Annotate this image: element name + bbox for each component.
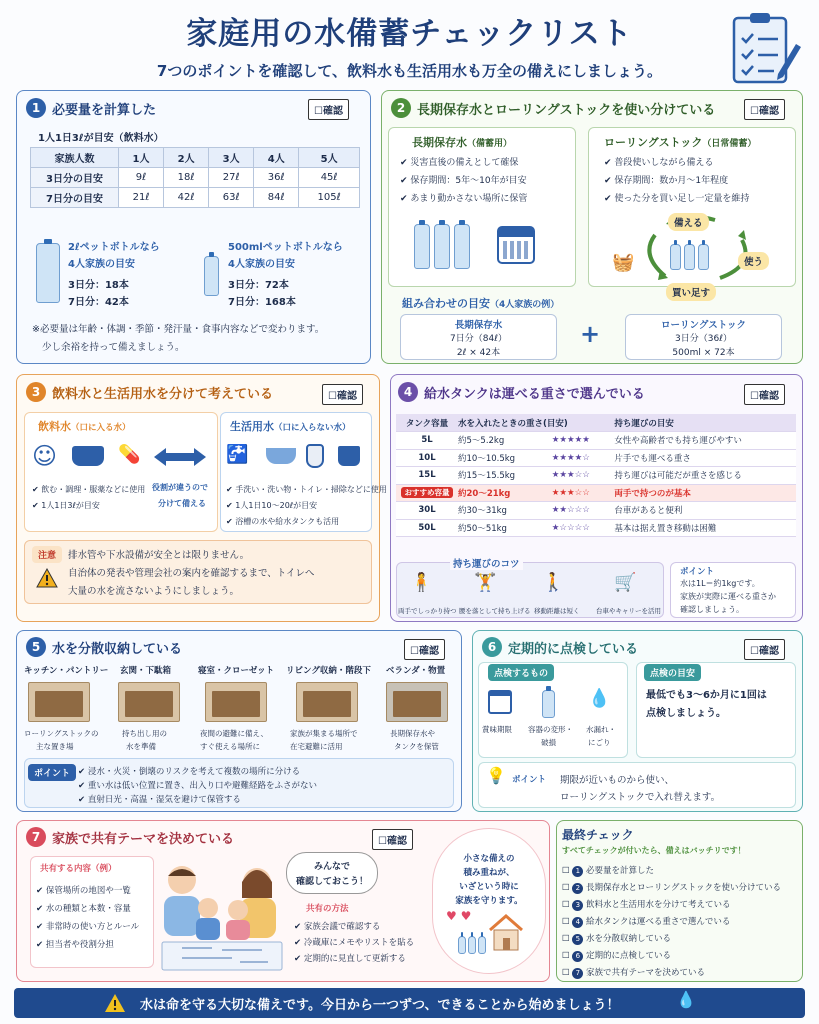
cycle-stock: 備える bbox=[668, 213, 709, 231]
small-bottle-icon bbox=[468, 936, 476, 954]
section-6-heading bbox=[482, 637, 638, 657]
inspect-item: 容器の変形・ bbox=[528, 725, 573, 734]
small-bottle-icon bbox=[478, 936, 486, 954]
2l-7day: 7日分：42本 bbox=[68, 297, 129, 308]
table-header: 3人 bbox=[209, 148, 254, 168]
combo-long-title: 長期保存水 bbox=[454, 320, 503, 331]
storage-point-item-text: 重い水は低い位置に置き、出入り口や避難経路をふさがない bbox=[87, 781, 317, 791]
separate-note-1: 役割が違うので bbox=[152, 483, 208, 492]
section-2-check-button[interactable]: ☐確認 bbox=[744, 99, 785, 120]
final-check-item-text: 定期的に点検している bbox=[586, 951, 672, 961]
table-cell: 45ℓ bbox=[299, 168, 360, 188]
final-check-item[interactable] bbox=[562, 915, 730, 928]
tank-stars: ★★★☆☆ bbox=[552, 467, 615, 485]
rolling-item: ✔ 普段使いしながら備える bbox=[604, 158, 714, 168]
place-desc-2: 水を準備 bbox=[126, 742, 156, 751]
life-water-item-text: 手洗い・洗い物・トイレ・掃除などに使用 bbox=[235, 485, 387, 494]
tank-note: 両手で持つのが基本 bbox=[614, 484, 796, 502]
share-method-item: ✔ 冷蔵庫にメモやリストを貼る bbox=[294, 938, 415, 948]
drink-water-item: ✔ 飲む・調理・服薬などに使用 bbox=[32, 485, 146, 494]
table-cell: 18ℓ bbox=[164, 168, 209, 188]
cycle-buy: 買い足す bbox=[666, 283, 716, 301]
storage-point-item-text: 直射日光・高温・湿気を避けて保管する bbox=[87, 795, 241, 805]
final-number-5: 5 bbox=[572, 934, 583, 945]
dish-icon bbox=[266, 448, 296, 464]
final-number-1: 1 bbox=[572, 866, 583, 877]
share-method-item: ✔ 定期的に見直して更新する bbox=[294, 954, 406, 964]
inspect-items-title: 点検するもの bbox=[488, 664, 554, 681]
container-icon bbox=[542, 690, 555, 718]
section-4-number: 4 bbox=[398, 382, 418, 402]
small-bottle-icon bbox=[684, 244, 695, 270]
rolling-item-text: 使った分を買い足し一定量を維持 bbox=[614, 194, 750, 204]
final-number-7: 7 bbox=[572, 968, 583, 979]
section-2-title: 長期保存水とローリングストックを使い分けている bbox=[417, 102, 716, 118]
table-header: 1人 bbox=[119, 148, 164, 168]
speech-line-2: 確認しておこう！ bbox=[295, 877, 368, 887]
page-title: 家庭用の水備蓄チェックリスト bbox=[186, 16, 633, 52]
section-3-check-button[interactable]: ☐確認 bbox=[322, 384, 363, 405]
table-row bbox=[396, 519, 796, 537]
carry-tip: 移動距離は短く bbox=[534, 607, 580, 615]
life-water-title bbox=[230, 418, 351, 434]
lightbulb-icon: 💡 bbox=[486, 766, 506, 785]
rolling-tag: （日常備蓄） bbox=[702, 139, 757, 149]
long-term-item-text: 災害直後の備えとして確保 bbox=[410, 158, 519, 168]
long-term-item: ✔ あまり動かさない場所に保管 bbox=[400, 194, 528, 204]
combo-rolling-title: ローリングストック bbox=[661, 320, 746, 331]
table-row bbox=[396, 449, 796, 467]
share-content-item: ✔ 水の種類と本数・容量 bbox=[36, 904, 131, 914]
2l-3day: 3日分：18本 bbox=[68, 280, 129, 291]
share-method-title: 共有の方法 bbox=[306, 904, 349, 914]
final-check-item-text: 給水タンクは運べる重さで選んでいる bbox=[586, 917, 731, 927]
place-desc-1: ローリングストックの bbox=[24, 729, 99, 738]
inspect-timing-line-1: 最低でも3〜6か月に1回は bbox=[646, 690, 767, 701]
tank-capacity: 15L bbox=[396, 467, 458, 485]
2l-bottle-icon bbox=[36, 243, 60, 303]
rolling-item: ✔ 使った分を買い足し一定量を維持 bbox=[604, 194, 750, 204]
rolling-item-text: 普段使いしながら備える bbox=[614, 158, 714, 168]
section-4-heading bbox=[398, 382, 645, 402]
long-term-item-text: 保存期間：5年〜10年が目安 bbox=[410, 176, 527, 186]
checkbox-icon[interactable]: ☐ bbox=[562, 968, 570, 978]
combo-rolling-line-2: 500ml × 72本 bbox=[672, 348, 735, 358]
small-bottle-icon bbox=[458, 936, 466, 954]
tank-capacity: 30L bbox=[396, 502, 458, 520]
place-name: キッチン・パントリー bbox=[24, 666, 109, 676]
tank-point-line-1: 水は1L＝約1kgです。 bbox=[680, 579, 760, 588]
checkbox-icon[interactable]: ☐ bbox=[562, 934, 570, 944]
500ml-bottle-icon bbox=[204, 256, 219, 296]
share-content-item: ✔ 非常時の使い方とルール bbox=[36, 922, 140, 932]
section-6-number: 6 bbox=[482, 637, 502, 657]
final-check-item-text: 必要量を計算した bbox=[586, 866, 655, 876]
house-icon bbox=[486, 912, 526, 952]
combo-long-line-1: 7日分（84ℓ） bbox=[450, 334, 507, 344]
table-header: 持ち運びの目安 bbox=[614, 414, 796, 432]
bedroom-closet-icon bbox=[205, 682, 267, 722]
carry-tip: 腰を落として持ち上げる bbox=[459, 607, 531, 615]
tank-point-line-2: 家族が実際に運べる重さか bbox=[680, 592, 776, 601]
calendar-icon bbox=[497, 226, 535, 264]
section-2-heading bbox=[391, 98, 715, 118]
checkbox-icon[interactable]: ☐ bbox=[562, 951, 570, 961]
combo-long-line-2: 2ℓ × 42本 bbox=[456, 348, 501, 358]
entrance-shoebox-icon bbox=[118, 682, 180, 722]
final-check-item-text: 飲料水と生活用水を分けて考えている bbox=[586, 900, 731, 910]
tank-weight: 約5〜5.2kg bbox=[458, 432, 552, 450]
place-name: 玄関・下駄箱 bbox=[120, 666, 172, 676]
storage-point-item: ✔ 浸水・火災・倒壊のリスクを考えて複数の場所に分ける bbox=[78, 767, 301, 777]
cooking-pot-icon bbox=[72, 446, 104, 466]
rolling-item-text: 保存期間：数か月〜1年程度 bbox=[614, 176, 729, 186]
long-term-tag: （備蓄用） bbox=[467, 139, 513, 149]
place-desc-2: タンクを保管 bbox=[394, 742, 439, 751]
recommended-badge: おすすめ容量 bbox=[401, 487, 452, 498]
share-method-item-text: 冷蔵庫にメモやリストを貼る bbox=[303, 938, 415, 948]
family-illustration-icon bbox=[152, 858, 292, 974]
drink-water-item-text: 飲む・調理・服薬などに使用 bbox=[41, 485, 146, 494]
2l-heading-1: 2ℓペットボトルなら bbox=[68, 242, 160, 253]
section-1-number: 1 bbox=[26, 98, 46, 118]
final-check-item[interactable] bbox=[562, 864, 654, 877]
hand-wash-icon: 🚰 bbox=[226, 444, 249, 465]
place-desc-1: 持ち出し用の bbox=[122, 729, 167, 738]
share-content-item-text: 担当者や役割分担 bbox=[45, 940, 114, 950]
clipboard-icon bbox=[726, 8, 802, 86]
long-term-title-text: 長期保存水 bbox=[412, 136, 467, 149]
page-subtitle: 7つのポイントを確認して、飲料水も生活用水も万全の備えにしましょう。 bbox=[156, 62, 663, 80]
table-header: 家族人数 bbox=[31, 148, 119, 168]
section-7-heading bbox=[26, 827, 234, 847]
speech-line-1: みんなで bbox=[313, 862, 350, 872]
drink-water-title-text: 飲料水 bbox=[38, 420, 71, 433]
long-term-item: ✔ 保存期間：5年〜10年が目安 bbox=[400, 176, 527, 186]
bottle-icon bbox=[414, 224, 430, 269]
expiry-calendar-icon bbox=[488, 690, 512, 714]
table-header: 4人 bbox=[254, 148, 299, 168]
table-row bbox=[396, 467, 796, 485]
life-water-tag: （口に入らない水） bbox=[274, 423, 351, 433]
table-header: 水を入れたときの重さ(目安) bbox=[458, 414, 614, 432]
section-2-number: 2 bbox=[391, 98, 411, 118]
table-cell: 42ℓ bbox=[164, 188, 209, 208]
final-check-item[interactable] bbox=[562, 966, 705, 979]
storage-point-label: ポイント bbox=[28, 764, 76, 781]
table-cell: 84ℓ bbox=[254, 188, 299, 208]
long-term-title bbox=[412, 134, 512, 150]
separate-arrow-icon bbox=[152, 446, 208, 468]
tank-weight: 約20〜21kg bbox=[458, 484, 552, 502]
checkbox-icon[interactable]: ☐ bbox=[562, 917, 570, 927]
combo-rolling-line-1: 3日分（36ℓ） bbox=[675, 334, 732, 344]
500ml-3day: 3日分：72本 bbox=[228, 280, 289, 291]
checkbox-icon[interactable]: ☐ bbox=[562, 866, 570, 876]
combo-title: 組み合わせの目安 bbox=[402, 297, 490, 310]
2l-heading-2: 4人家族の目安 bbox=[68, 259, 135, 270]
long-term-item-text: あまり動かさない場所に保管 bbox=[410, 194, 528, 204]
section-5-number: 5 bbox=[26, 637, 46, 657]
final-number-4: 4 bbox=[572, 917, 583, 928]
combo-plus: + bbox=[580, 320, 601, 348]
final-check-item-text: 長期保存水とローリングストックを使い分けている bbox=[586, 883, 782, 893]
tank-capacity: 10L bbox=[396, 449, 458, 467]
checkbox-icon[interactable]: ☐ bbox=[562, 900, 570, 910]
table-row-recommended bbox=[396, 484, 796, 502]
tank-point-line-3: 確認しましょう。 bbox=[680, 605, 744, 614]
toilet-icon bbox=[306, 444, 324, 468]
table-header: タンク容量 bbox=[396, 414, 458, 432]
inspect-point-label: ポイント bbox=[512, 775, 547, 785]
tank-weight: 約15〜15.5kg bbox=[458, 467, 552, 485]
life-water-item: ✔ 浴槽の水や給水タンクも活用 bbox=[226, 517, 340, 526]
drink-water-title bbox=[38, 418, 131, 434]
footer-message: 水は命を守る大切な備えです。今日から一つずつ、できることから始めましょう！ bbox=[140, 998, 620, 1013]
cart-icon: 🛒 bbox=[614, 572, 637, 593]
table-cell: 7日分の目安 bbox=[31, 188, 119, 208]
inspect-item: 賞味期限 bbox=[482, 725, 512, 734]
section-4-check-button[interactable]: ☐確認 bbox=[744, 384, 785, 405]
final-check-item[interactable] bbox=[562, 881, 781, 894]
section-3-number: 3 bbox=[26, 382, 46, 402]
bottle-icon bbox=[434, 224, 450, 269]
tank-stars: ★★★★☆ bbox=[552, 449, 615, 467]
final-number-3: 3 bbox=[572, 900, 583, 911]
inspect-timing-line-2: 点検しましょう。 bbox=[646, 708, 726, 719]
caution-line-1: 排水管や下水設備が安全とは限りません。 bbox=[68, 550, 250, 561]
tank-note: 女性や高齢者でも持ち運びやすい bbox=[614, 432, 796, 450]
daily-rule: 1人1日3ℓが目安（飲料水） bbox=[38, 133, 164, 144]
inspect-item: 水漏れ・ bbox=[586, 725, 616, 734]
table-cell: 63ℓ bbox=[209, 188, 254, 208]
final-number-6: 6 bbox=[572, 951, 583, 962]
tank-stars: ★★★★★ bbox=[552, 432, 615, 450]
place-desc-2: 在宅避難に活用 bbox=[290, 742, 343, 751]
small-bottle-icon bbox=[698, 244, 709, 270]
table-cell: 3日分の目安 bbox=[31, 168, 119, 188]
section-7-check-button[interactable]: ☐確認 bbox=[372, 829, 413, 850]
section-5-heading bbox=[26, 637, 182, 657]
carry-tip: 両手でしっかり持つ bbox=[398, 607, 457, 615]
life-water-title-text: 生活用水 bbox=[230, 420, 274, 433]
short-walk-icon: 🚶 bbox=[542, 572, 565, 593]
inspect-item: にごり bbox=[588, 738, 611, 747]
warning-icon bbox=[36, 568, 58, 588]
message-line-3: いざという時に bbox=[459, 882, 519, 892]
life-water-item: ✔ 1人1日10〜20ℓが目安 bbox=[226, 501, 318, 510]
table-row bbox=[396, 432, 796, 450]
message-line-2: 積み重ねが、 bbox=[463, 868, 515, 878]
life-water-item-text: 浴槽の水や給水タンクも活用 bbox=[235, 517, 340, 526]
message-line-4: 家族を守ります。 bbox=[455, 896, 523, 906]
combo-heading bbox=[402, 295, 563, 311]
medicine-icon: 💊 bbox=[118, 444, 141, 465]
hearts-icon: ♥ ♥ bbox=[446, 909, 472, 923]
combo-tag: （4人家族の例） bbox=[490, 300, 560, 310]
water-drops-icon: 💧 bbox=[588, 688, 611, 709]
section-1-title: 必要量を計算した bbox=[52, 102, 157, 118]
footer-warning-icon bbox=[104, 993, 126, 1013]
share-content-item-text: 非常時の使い方とルール bbox=[45, 922, 140, 932]
lift-crouch-icon: 🏋 bbox=[474, 572, 497, 593]
share-method-item: ✔ 家族会議で確認する bbox=[294, 922, 381, 932]
basket-icon: 🧺 bbox=[612, 252, 635, 273]
footer-water-drop-icon: 💧 bbox=[676, 990, 696, 1009]
tank-table bbox=[396, 414, 796, 537]
amount-table bbox=[30, 147, 360, 208]
tank-stars: ★★★☆☆ bbox=[552, 484, 615, 502]
tank-point-label: ポイント bbox=[680, 567, 715, 577]
message-line-1: 小さな備えの bbox=[463, 854, 515, 864]
caution-line-3: 大量の水を流さないようにしましょう。 bbox=[68, 586, 240, 597]
500ml-7day: 7日分：168本 bbox=[228, 297, 296, 308]
final-check-item[interactable] bbox=[562, 898, 731, 911]
tank-weight: 約50〜51kg bbox=[458, 519, 552, 537]
section-1-check-button[interactable]: ☐確認 bbox=[308, 99, 349, 120]
kitchen-pantry-icon bbox=[28, 682, 90, 722]
storage-point-item: ✔ 直射日光・高温・湿気を避けて保管する bbox=[78, 795, 241, 805]
storage-point-item: ✔ 重い水は低い位置に置き、出入り口や避難経路をふさがない bbox=[78, 781, 317, 791]
veranda-shed-icon bbox=[386, 682, 448, 722]
tank-capacity: 5L bbox=[396, 432, 458, 450]
final-number-2: 2 bbox=[572, 883, 583, 894]
place-desc-2: すぐ使える場所に bbox=[200, 742, 260, 751]
place-name: リビング収納・階段下 bbox=[286, 666, 371, 676]
tank-weight: 約30〜31kg bbox=[458, 502, 552, 520]
final-check-subtitle: すべてチェックが付いたら、備えはバッチリです！ bbox=[562, 846, 746, 855]
table-cell: 21ℓ bbox=[119, 188, 164, 208]
carry-tips-title: 持ち運びのコツ bbox=[450, 556, 523, 570]
life-water-item-text: 1人1日10〜20ℓが目安 bbox=[235, 501, 318, 510]
inspect-point-line-1: 期限が近いものから使い、 bbox=[560, 775, 675, 786]
table-cell: 9ℓ bbox=[119, 168, 164, 188]
section-5-check-button[interactable]: ☐確認 bbox=[404, 639, 445, 660]
inspect-item: 破損 bbox=[541, 738, 556, 747]
share-content-item-text: 保管場所の地図や一覧 bbox=[45, 886, 131, 896]
section-1-heading bbox=[26, 98, 156, 118]
final-check-item-text: 水を分散収納している bbox=[586, 934, 672, 944]
final-check-item-text: 家族で共有テーマを決めている bbox=[586, 968, 706, 978]
tank-note: 持ち運びは可能だが重さを感じる bbox=[614, 467, 796, 485]
checkbox-icon[interactable]: ☐ bbox=[562, 883, 570, 893]
place-name: 寝室・クローゼット bbox=[198, 666, 275, 676]
share-method-item-text: 家族会議で確認する bbox=[303, 922, 381, 932]
section-7-number: 7 bbox=[26, 827, 46, 847]
amount-note-1: ※必要量は年齢・体調・季節・発汗量・食事内容などで変わります。 bbox=[32, 324, 325, 335]
place-desc-1: 家族が集まる場所で bbox=[290, 729, 358, 738]
storage-point-item-text: 浸水・火災・倒壊のリスクを考えて複数の場所に分ける bbox=[87, 767, 301, 777]
place-desc-1: 夜間の避難に備え、 bbox=[200, 729, 268, 738]
drink-water-item: ✔ 1人1日3ℓが目安 bbox=[32, 501, 100, 510]
tank-note: 基本は据え置き移動は困難 bbox=[614, 519, 796, 537]
life-water-item: ✔ 手洗い・洗い物・トイレ・掃除などに使用 bbox=[226, 485, 387, 494]
inspect-point-line-2: ローリングストックで入れ替えます。 bbox=[560, 792, 721, 803]
caution-line-2: 自治体の発表や管理会社の案内を確認するまで、トイレへ bbox=[68, 568, 315, 579]
tank-stars: ★★☆☆☆ bbox=[552, 502, 615, 520]
table-cell: 105ℓ bbox=[299, 188, 360, 208]
section-5-title: 水を分散収納している bbox=[52, 641, 183, 657]
section-6-check-button[interactable]: ☐確認 bbox=[744, 639, 785, 660]
living-storage-icon bbox=[296, 682, 358, 722]
final-check-title: 最終チェック bbox=[562, 828, 634, 842]
rolling-title bbox=[604, 134, 756, 150]
table-row bbox=[396, 502, 796, 520]
500ml-heading-2: 4人家族の目安 bbox=[228, 259, 295, 270]
tank-note: 片手でも運べる重さ bbox=[614, 449, 796, 467]
section-7-title: 家族で共有テーマを決めている bbox=[52, 831, 235, 847]
table-header: 5人 bbox=[299, 148, 360, 168]
bucket-icon bbox=[338, 446, 360, 466]
final-check-item[interactable] bbox=[562, 932, 671, 945]
carry-both-hands-icon: 🧍 bbox=[410, 572, 433, 593]
place-desc-2: 主な置き場 bbox=[36, 742, 74, 751]
place-desc-1: 長期保存水や bbox=[390, 729, 435, 738]
tank-capacity: 50L bbox=[396, 519, 458, 537]
section-4-title: 給水タンクは運べる重さで選んでいる bbox=[424, 386, 645, 402]
rolling-title-text: ローリングストック bbox=[604, 136, 703, 149]
inspect-timing-title: 点検の目安 bbox=[644, 664, 701, 681]
share-content-item: ✔ 保管場所の地図や一覧 bbox=[36, 886, 131, 896]
share-content-item-text: 水の種類と本数・容量 bbox=[45, 904, 131, 914]
amount-note-2: 少し余裕を持って備えましょう。 bbox=[42, 342, 185, 353]
drinking-person-icon: ☺ bbox=[32, 442, 58, 470]
table-header: 2人 bbox=[164, 148, 209, 168]
tank-note: 台車があると便利 bbox=[614, 502, 796, 520]
place-name: ベランダ・物置 bbox=[386, 666, 446, 676]
long-term-item: ✔ 災害直後の備えとして確保 bbox=[400, 158, 519, 168]
section-3-heading bbox=[26, 382, 273, 402]
tank-weight: 約10〜10.5kg bbox=[458, 449, 552, 467]
cycle-use: 使う bbox=[738, 252, 769, 270]
drink-water-item-text: 1人1日3ℓが目安 bbox=[41, 501, 100, 510]
500ml-heading-1: 500mlペットボトルなら bbox=[228, 242, 343, 253]
small-bottle-icon bbox=[670, 244, 681, 270]
share-content-item: ✔ 担当者や役割分担 bbox=[36, 940, 114, 950]
section-3-title: 飲料水と生活用水を分けて考えている bbox=[52, 386, 274, 402]
share-method-item-text: 定期的に見直して更新する bbox=[303, 954, 406, 964]
carry-tip: 台車やキャリーを活用 bbox=[596, 607, 661, 615]
share-content-title: 共有する内容（例） bbox=[40, 864, 117, 874]
bottle-icon bbox=[454, 224, 470, 269]
table-cell: 36ℓ bbox=[254, 168, 299, 188]
table-cell: 27ℓ bbox=[209, 168, 254, 188]
tank-stars: ★☆☆☆☆ bbox=[552, 519, 615, 537]
rolling-item: ✔ 保存期間：数か月〜1年程度 bbox=[604, 176, 729, 186]
drink-water-tag: （口に入る水） bbox=[71, 423, 131, 433]
separate-note-2: 分けて備える bbox=[158, 499, 206, 508]
section-6-title: 定期的に点検している bbox=[508, 641, 639, 657]
caution-label: 注意 bbox=[32, 546, 62, 563]
final-check-item[interactable] bbox=[562, 949, 671, 962]
